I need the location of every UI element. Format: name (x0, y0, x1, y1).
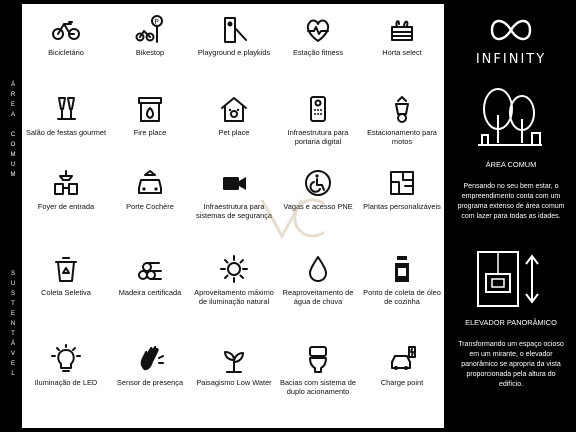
bicycle-icon (51, 14, 81, 44)
amenity-label: Salão de festas gourmet (25, 128, 107, 137)
amenity-label: Paisagismo Low Water (196, 378, 272, 387)
wood-logs-icon (135, 254, 165, 284)
sprout-icon (219, 344, 249, 374)
amenity-label: Reaproveitamento de água de chuva (282, 288, 354, 306)
amenity-label: Madeira certificada (118, 288, 182, 297)
sidebar-letter: N (10, 321, 16, 327)
lightbulb-icon (51, 344, 81, 374)
amenity-label: Ponto de coleta de óleo de cozinha (363, 288, 441, 306)
amenity-label: Fire place (133, 128, 167, 137)
info-column (446, 0, 576, 432)
amenity-item (360, 168, 444, 211)
amenity-item (192, 94, 276, 137)
amenity-item (108, 254, 192, 297)
amenity-label: Estacionamento para motos (367, 128, 437, 146)
amenity-label: Aproveitamento máximo de iluminação natural (194, 288, 274, 306)
amenity-label: Playground e playkids (197, 48, 271, 57)
amenities-panel (22, 4, 444, 428)
amenity-label: Estação fitness (292, 48, 344, 57)
amenity-item (24, 254, 108, 297)
area-comum-text: Pensando no seu bem estar, o empreendimento conta com um programa extenso de área comum com lazer para todas as idades. (457, 183, 565, 220)
sidebar-letter: T (11, 301, 15, 307)
amenity-item (24, 94, 108, 137)
amenity-label: Bikestop (135, 48, 165, 57)
amenity-label: Sensor de presença (116, 378, 184, 387)
amenity-label: Pet place (218, 128, 250, 137)
trees-icon (474, 85, 546, 151)
camera-icon (219, 168, 249, 198)
amenity-item (24, 344, 108, 387)
fireplace-icon (135, 94, 165, 124)
foyer-icon (51, 168, 81, 198)
playground-icon (219, 14, 249, 44)
amenity-item (360, 14, 444, 57)
sidebar-letter: Á (10, 341, 15, 347)
amenity-item (24, 168, 108, 211)
floor-plan-icon (387, 168, 417, 198)
amenity-label: Infraestrutura para sistemas de segurança (196, 202, 272, 220)
elevator-icon (476, 250, 546, 308)
sidebar-letter: M (10, 172, 16, 178)
elevador-title: ELEVADOR PANORÂMICO (465, 318, 557, 327)
sidebar-letter: L (11, 371, 15, 377)
amenity-label: Porte Cochère (126, 202, 174, 211)
amenity-label: Plantas personalizáveis (363, 202, 441, 211)
amenity-item (276, 94, 360, 146)
champagne-icon (51, 94, 81, 124)
intercom-icon (303, 94, 333, 124)
amenity-item (192, 14, 276, 57)
fitness-icon (303, 14, 333, 44)
sidebar-letter: U (10, 162, 16, 168)
sun-icon (219, 254, 249, 284)
area-comum-sidebar (5, 5, 21, 224)
amenity-label: Bicicletário (48, 48, 84, 57)
amenity-item (360, 94, 444, 146)
sidebar-letter: C (10, 132, 16, 138)
watermark-logo (252, 192, 342, 248)
amenity-item (276, 344, 360, 396)
motorcycle-icon (387, 94, 417, 124)
sidebar-letter: O (10, 142, 16, 148)
sustentavel-sidebar (5, 228, 21, 427)
amenity-item (192, 344, 276, 387)
recycle-bin-icon (51, 254, 81, 284)
sidebar-letter: Á (10, 82, 15, 88)
infinity-logo-icon (486, 14, 536, 46)
amenity-label: Foyer de entrada (37, 202, 95, 211)
amenity-label: Bacias com sistema de duplo acionamento (280, 378, 356, 396)
brand-name: INFINITY (475, 52, 547, 67)
pet-house-icon (219, 94, 249, 124)
car-icon (135, 168, 165, 198)
amenity-label: Horta select (382, 48, 422, 57)
sidebar-letter: E (10, 311, 15, 317)
sidebar-letter: T (11, 331, 15, 337)
amenity-item (192, 254, 276, 306)
amenity-label: Coleta Seletiva (41, 288, 91, 297)
water-drop-icon (303, 254, 333, 284)
vegetable-garden-icon (387, 14, 417, 44)
sidebar-letter: U (10, 281, 16, 287)
sidebar-letter: S (10, 291, 15, 297)
sidebar-letter: E (10, 102, 15, 108)
bike-parking-icon (135, 14, 165, 44)
oil-barrel-icon (387, 254, 417, 284)
amenity-label: Iluminação de LED (34, 378, 98, 387)
sidebar-letter: A (10, 112, 15, 118)
ev-charger-icon (387, 344, 417, 374)
hand-wave-icon (135, 344, 165, 374)
amenity-item (24, 14, 108, 57)
amenity-label: Vagas e acesso PNE (283, 202, 353, 211)
amenity-item (360, 344, 444, 387)
amenity-item (108, 344, 192, 387)
elevador-text: Transformando um espaço ocioso em um mirante, o elevador panorâmico se apropria da vista proporcionada pela altura do edifício. (458, 341, 564, 388)
sidebar-letter: M (10, 152, 16, 158)
amenity-item (108, 94, 192, 137)
area-comum-title: ÁREA COMUM (485, 160, 537, 169)
toilet-icon (303, 344, 333, 374)
svg-text:P: P (154, 18, 159, 26)
amenity-item (276, 14, 360, 57)
amenity-item (276, 254, 360, 306)
amenity-label: Charge point (380, 378, 424, 387)
sidebar-letter: R (10, 92, 16, 98)
sidebar-letter: S (10, 271, 15, 277)
amenity-label: Infraestrutura para portaria digital (287, 128, 349, 146)
amenity-item (360, 254, 444, 306)
sidebar-letter: V (10, 351, 15, 357)
amenity-item (108, 168, 192, 211)
sidebar-letter: E (10, 361, 15, 367)
amenity-item (108, 14, 192, 57)
